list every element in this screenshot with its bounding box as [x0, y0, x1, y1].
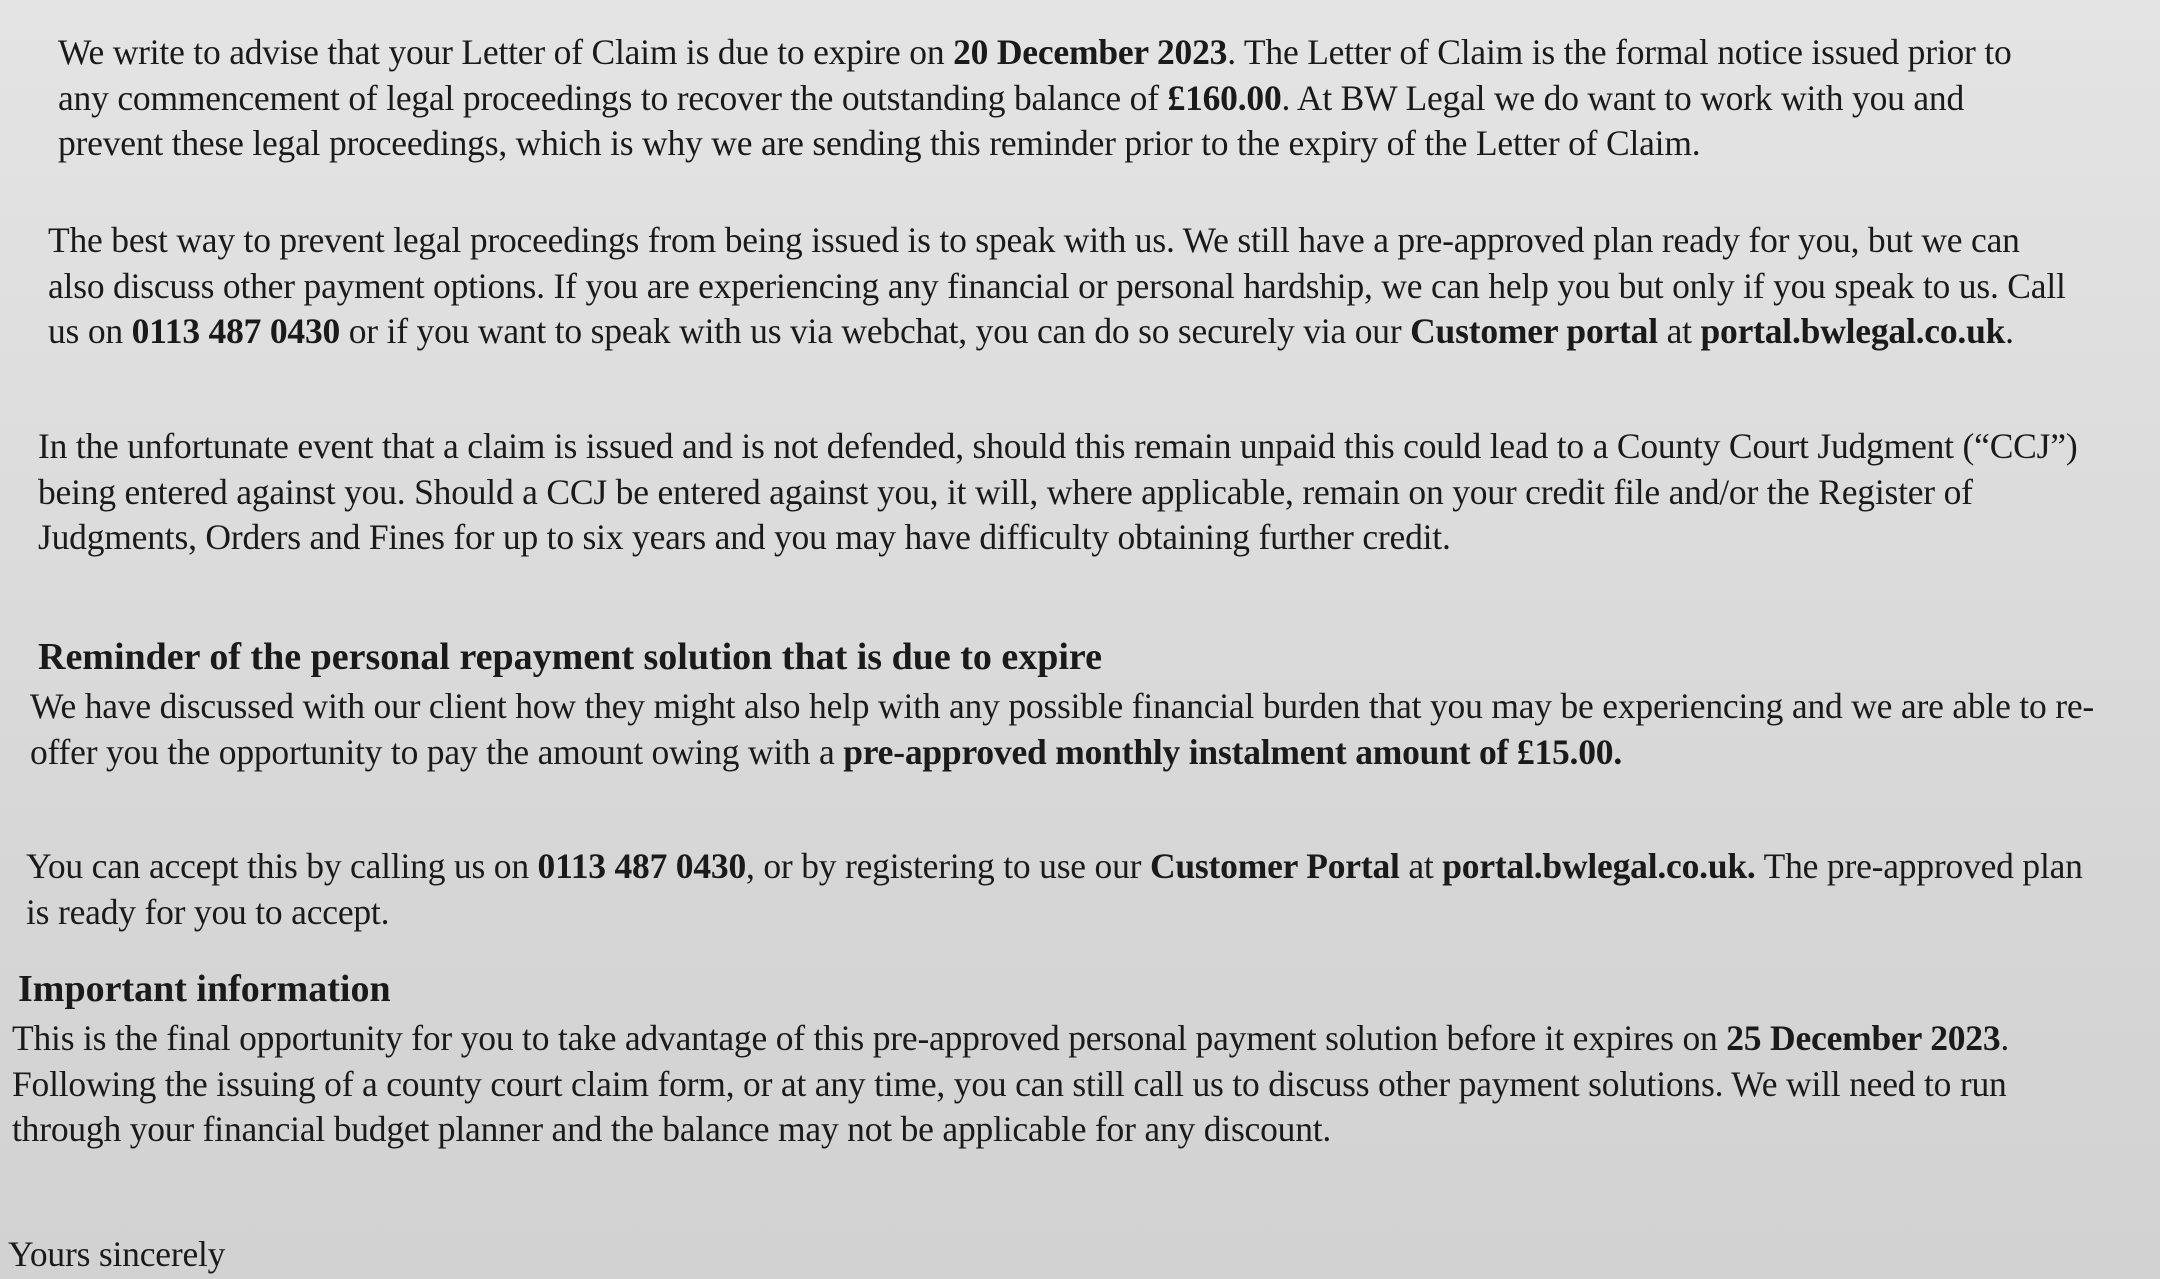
paragraph-instalment-offer: [30, 684, 2130, 775]
paragraph-accept-plan: [26, 844, 2096, 935]
p5-text-e: at: [1399, 846, 1443, 886]
p5-text-a: You can accept this by calling us on: [26, 846, 538, 886]
p4-text-a: We have discussed with our client how they might also help with any possible financial burden that you may be experiencing and we are able to re-offer you the opportunity to pay the amount owing with a: [30, 686, 2094, 772]
p2-text-g: .: [2005, 311, 2014, 351]
paragraph-letter-of-claim-expiry: [58, 30, 2058, 167]
p1-text-c: . The Letter of Claim is the formal notice issued prior to any commencement of legal proceedings to recover the outstanding balance of: [58, 32, 2012, 118]
phone-number-2: 0113 487 0430: [537, 846, 746, 886]
closing-salutation: Yours sincerely: [8, 1234, 226, 1274]
p2-text-e: at: [1657, 311, 1701, 351]
portal-url-2: portal.bwlegal.co.uk.: [1442, 846, 1756, 886]
heading-important-information: Important information: [18, 968, 391, 1010]
p6-text-c: . Following the issuing of a county court claim form, or at any time, you can still call us to discuss other payment solutions. We will need to run through your financial budget planner and the balance may not be applicable for any discount.: [12, 1018, 2010, 1149]
p1-text-e: . At BW Legal we do want to work with you and prevent these legal proceedings, which is why we are sending this reminder prior to the expiry of the Letter of Claim.: [58, 77, 1965, 163]
p2-text-c: or if you want to speak with us via webchat, you can do so securely via our: [340, 311, 1411, 351]
paragraph-contact-options: [48, 218, 2078, 355]
paragraph-final-opportunity: [12, 1016, 2092, 1153]
customer-portal-label-2: Customer Portal: [1149, 846, 1400, 886]
outstanding-balance: £160.00: [1167, 77, 1282, 118]
phone-number: 0113 487 0430: [131, 311, 341, 351]
customer-portal-label: Customer portal: [1410, 311, 1658, 351]
instalment-amount: pre-approved monthly instalment amount of £15.00.: [843, 731, 1622, 772]
p5-text-c: , or by registering to use our: [746, 846, 1150, 886]
portal-url: portal.bwlegal.co.uk: [1700, 311, 2006, 351]
paragraph-ccj-warning: In the unfortunate event that a claim is issued and is not defended, should this remain unpaid this could lead to a County Court Judgment (“CCJ”) being entered against you. Should a CCJ be entered against you, it will, where applicable, remain on your credit file and/or the Register of Judgments, Orders and Fines for up to six years and you may have difficulty obtaining further credit.: [38, 426, 2078, 557]
plan-expiry-date: 25 December 2023: [1726, 1018, 2001, 1058]
expiry-date-letter-of-claim: 20 December 2023: [953, 32, 1228, 72]
p5-text-g: The pre-approved plan is ready for you to accept.: [26, 846, 2083, 932]
p6-text-a: This is the final opportunity for you to take advantage of this pre-approved personal payment solution before it expires on: [12, 1018, 1727, 1058]
p1-text-a: We write to advise that your Letter of Claim is due to expire on: [58, 32, 954, 72]
p2-text-a: The best way to prevent legal proceedings from being issued is to speak with us. We still have a pre-approved plan ready for you, but we can also discuss other payment options. If you are experiencing any financial or personal hardship, we can help you but only if you speak to us. Call us on: [48, 220, 2066, 351]
heading-repayment-solution: Reminder of the personal repayment solution that is due to expire: [38, 636, 1102, 678]
